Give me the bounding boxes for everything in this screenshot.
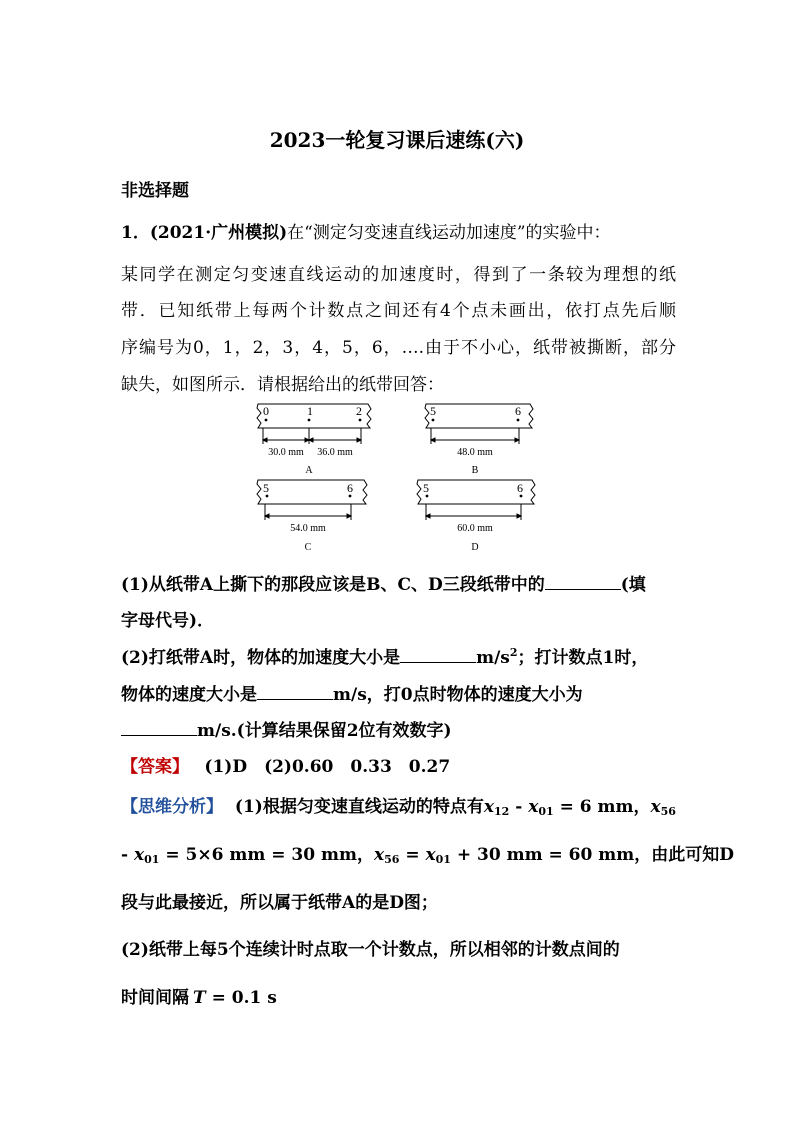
answer-text: (1)D (2)0.60 0.33 0.27 — [204, 757, 451, 777]
unit-acceleration: m/s — [476, 648, 510, 668]
sub-01: 01 — [435, 853, 451, 866]
question-number: 1． — [121, 223, 150, 243]
answer-blank-1 — [545, 575, 621, 590]
sub-question-2-text-d: m/s，打0点时物体的速度大小为 — [333, 685, 583, 705]
answer-blank-2 — [400, 648, 476, 663]
analysis-line-1 — [121, 792, 676, 818]
sub-question-2-line-2 — [121, 680, 676, 705]
question-1-header — [121, 218, 676, 243]
tape-a-point-2: 2 — [356, 404, 362, 418]
analysis-text-2: = 6 mm， — [553, 797, 651, 817]
sub-question-2-line-3 — [121, 716, 676, 741]
tape-d-point-6: 6 — [517, 481, 523, 495]
analysis-line-4: (2)纸带上每5个连续计时点取一个计数点，所以相邻的计数点间的 — [121, 940, 620, 960]
tape-b-point-5: 5 — [430, 404, 436, 418]
tape-a-dot-0 — [265, 419, 268, 422]
tape-d-point-5: 5 — [423, 481, 429, 495]
sub-01: 01 — [144, 853, 160, 866]
sub-question-2-text-b: ；打计数点1时， — [517, 648, 649, 668]
answer-tag: 【答案】 — [121, 757, 189, 777]
paper-tape-figure — [250, 398, 550, 558]
var-x: x — [425, 845, 436, 865]
analysis-tag: 【思维分析】 — [121, 797, 223, 817]
question-paragraph-line-2: 带．已知纸带上每两个计数点之间还有4个点未画出，依打点先后顺 — [121, 301, 676, 321]
tape-c-point-6: 6 — [347, 481, 353, 495]
minus-2: - — [121, 845, 134, 865]
analysis-text-4: + 30 mm = 60 mm，由此可知D — [450, 845, 734, 865]
tape-a-dim-2: 36.0 mm — [317, 447, 353, 458]
tape-a-label: A — [305, 465, 313, 476]
answer-line — [121, 752, 676, 777]
var-x: x — [133, 845, 145, 865]
tape-a — [257, 404, 371, 444]
sub-question-1-line-2: 字母代号)． — [121, 611, 215, 631]
analysis-text-6: = 0.1 s — [205, 988, 277, 1008]
tape-a-point-1: 1 — [307, 404, 313, 418]
var-x: x — [373, 845, 385, 865]
answer-blank-3 — [257, 685, 333, 700]
equals: = — [399, 845, 426, 865]
tape-c-point-5: 5 — [263, 481, 269, 495]
sub-12: 12 — [493, 805, 510, 818]
tape-b-dot-6 — [517, 419, 520, 422]
analysis-line-3: 段与此最接近，所以属于纸带A的是D图； — [121, 893, 438, 913]
tape-a-dot-1 — [308, 419, 311, 422]
minus-1: - — [509, 797, 529, 817]
tape-b-point-6: 6 — [515, 404, 521, 418]
sub-56: 56 — [660, 805, 676, 818]
tape-b-dim: 48.0 mm — [457, 447, 493, 458]
tape-a-dot-2 — [359, 419, 362, 422]
tape-b-label: B — [471, 465, 479, 476]
var-x: x — [650, 797, 661, 817]
tape-c-label: C — [304, 542, 312, 553]
tape-a-dim-1: 30.0 mm — [268, 447, 304, 458]
question-paragraph-line-3: 序编号为0，1，2，3，4，5，6，….由于不小心，纸带被撕断，部分 — [121, 338, 676, 358]
tape-c-dot-6 — [349, 495, 352, 498]
tape-b-dot-5 — [432, 419, 435, 422]
sub-question-1-text: (1)从纸带A上撕下的那段应该是B、C、D三段纸带中的 — [121, 575, 545, 595]
var-x: x — [528, 797, 539, 817]
analysis-text-3: = 5×6 mm = 30 mm， — [159, 845, 374, 865]
sub-question-2-line-1 — [121, 643, 676, 668]
analysis-line-2 — [121, 840, 734, 866]
question-source: (2021·广州模拟) — [149, 223, 288, 243]
tape-d-dim: 60.0 mm — [457, 523, 493, 534]
sub-56: 56 — [384, 853, 400, 866]
section-heading: 非选择题 — [121, 181, 189, 201]
sub-question-2-text-c: 物体的速度大小是 — [121, 685, 257, 705]
tape-c-dot-5 — [266, 495, 269, 498]
analysis-text-1: (1)根据匀变速直线运动的特点有 — [234, 797, 484, 817]
sub-question-1-line-1 — [121, 570, 676, 595]
tape-d-label: D — [471, 542, 479, 553]
sub-question-2-text: (2)打纸带A时，物体的加速度大小是 — [121, 648, 401, 668]
unit-superscript: 2 — [509, 646, 518, 659]
sub-01: 01 — [538, 805, 554, 818]
tape-d-dot-5 — [426, 495, 429, 498]
tape-c-dim: 54.0 mm — [290, 523, 326, 534]
analysis-text-5: 时间间隔 — [121, 988, 189, 1008]
answer-blank-4 — [121, 721, 197, 736]
tape-a-point-0: 0 — [263, 404, 269, 418]
analysis-line-5 — [121, 983, 676, 1008]
question-intro: 在“测定匀变速直线运动加速度”的实验中： — [287, 223, 611, 243]
page-title: 2023一轮复习课后速练(六) — [269, 128, 525, 152]
sub-question-2-text-e: m/s.(计算结果保留2位有效数字) — [197, 721, 452, 741]
question-paragraph-line-4: 缺失，如图所示．请根据给出的纸带回答： — [121, 375, 444, 395]
var-x: x — [483, 797, 494, 817]
sub-question-1-fill-hint: (填 — [620, 575, 646, 595]
tape-d-dot-6 — [520, 495, 523, 498]
question-paragraph-line-1: 某同学在测定匀变速直线运动的加速度时，得到了一条较为理想的纸 — [121, 265, 676, 285]
var-T: T — [193, 988, 206, 1008]
